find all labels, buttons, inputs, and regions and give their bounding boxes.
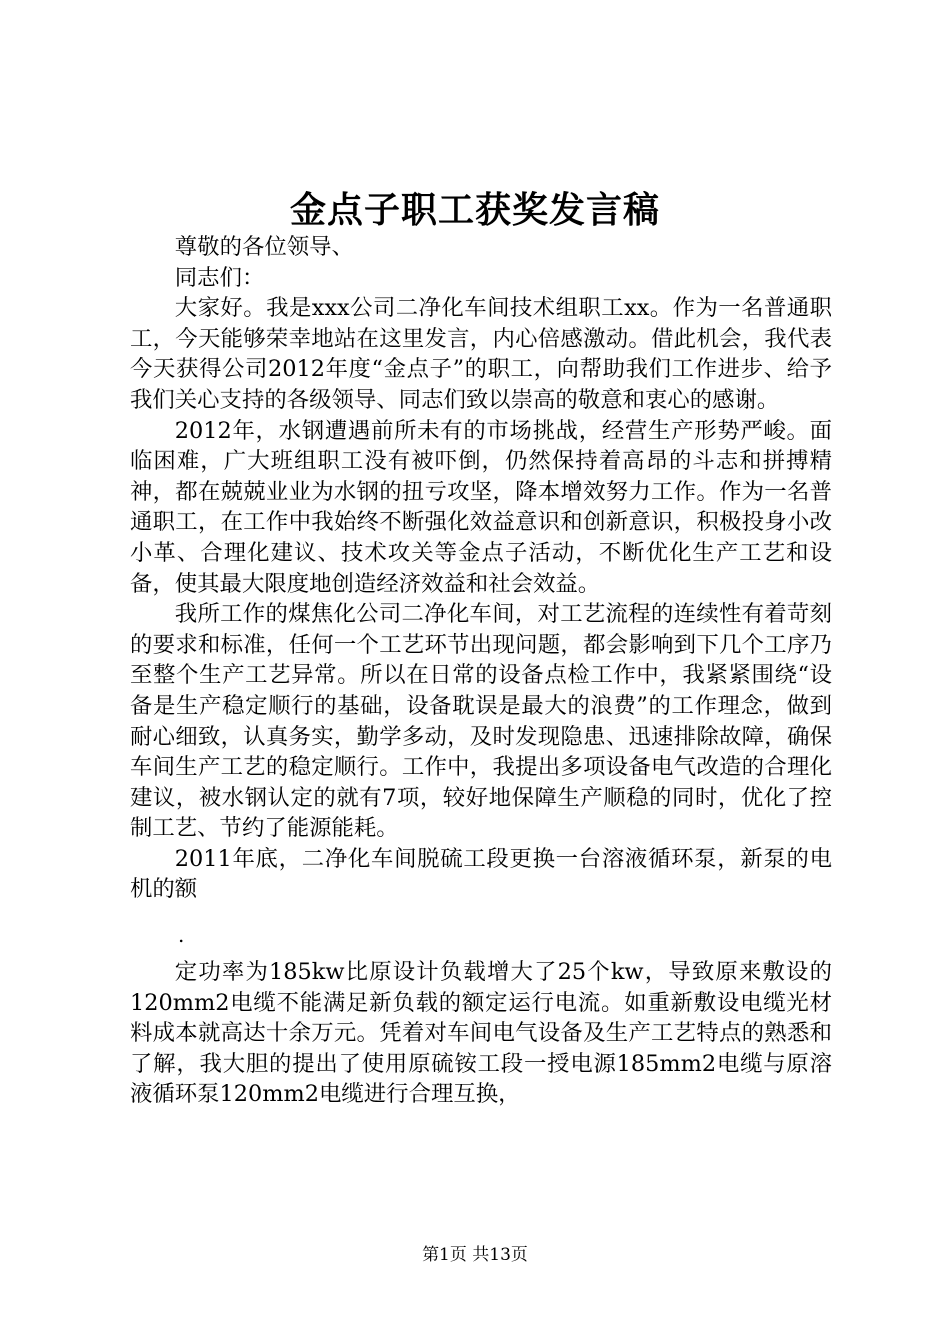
paragraph-4: 2011年底，二净化车间脱硫工段更换一台溶液循环泵，新泵的电机的额 — [130, 845, 832, 903]
paragraph-2: 2012年，水钢遭遇前所未有的市场挑战，经营生产形势严峻。面临困难，广大班组职工没有被吓倒，仍然保持着高昂的斗志和拼搏精神，都在兢兢业业为水钢的扭亏攻坚，降本增效努力工作。作为一名普通职工，在工作中我始终不断强化效益意识和创新意识，积极投身小改小革、合理化建议、技术攻关等金点子活动，不断优化生产工艺和设备，使其最大限度地创造经济效益和社会效益。 — [130, 417, 832, 597]
document-body — [130, 232, 832, 1110]
salutation-line-1: 尊敬的各位领导、 — [174, 234, 354, 260]
document-title: 金点子职工获奖发言稿 — [289, 189, 660, 231]
salutation-line-2: 同志们： — [174, 264, 265, 291]
paragraph-4-continued: 定功率为185kw比原设计负载增大了25个kw，导致原来敷设的120mm2电缆不能满足新负载的额定运行电流。如重新敷设电缆光材料成本就高达十余万元。凭着对车间电气设备及生产工艺特点的熟悉和了解，我大胆的提出了使用原硫铵工段一授电源185mm2电缆与原溶液循环泵120mm2电缆进行合理互换， — [130, 959, 832, 1108]
paragraph-3: 我所工作的煤焦化公司二净化车间，对工艺流程的连续性有着苛刻的要求和标准，任何一个工艺环节出现问题，都会影响到下几个工序乃至整个生产工艺异常。所以在日常的设备点检工作中，我紧紧围绕“设备是生产稳定顺行的基础，设备耽误是最大的浪费”的工作理念，做到耐心细致，认真务实，勤学多动，及时发现隐患、迅速排除故障，确保车间生产工艺的稳定顺行。工作中，我提出多项设备电气改造的合理化建议，被水钢认定的就有7项，较好地保障生产顺稳的同时，优化了控制工艺、节约了能源能耗。 — [130, 601, 832, 842]
page-break-dot: . — [178, 923, 185, 948]
paragraph-1: 大家好。我是xxx公司二净化车间技术组职工xx。作为一名普通职工，今天能够荣幸地站在这里发言，内心倍感激动。借此机会，我代表今天获得公司2012年度“金点子”的职工，向帮助我们工作进步、给予我们关心支持的各级领导、同志们致以崇高的敬意和衷心的感谢。 — [130, 295, 832, 413]
page-number-footer: 第1页 共13页 — [422, 1245, 528, 1265]
